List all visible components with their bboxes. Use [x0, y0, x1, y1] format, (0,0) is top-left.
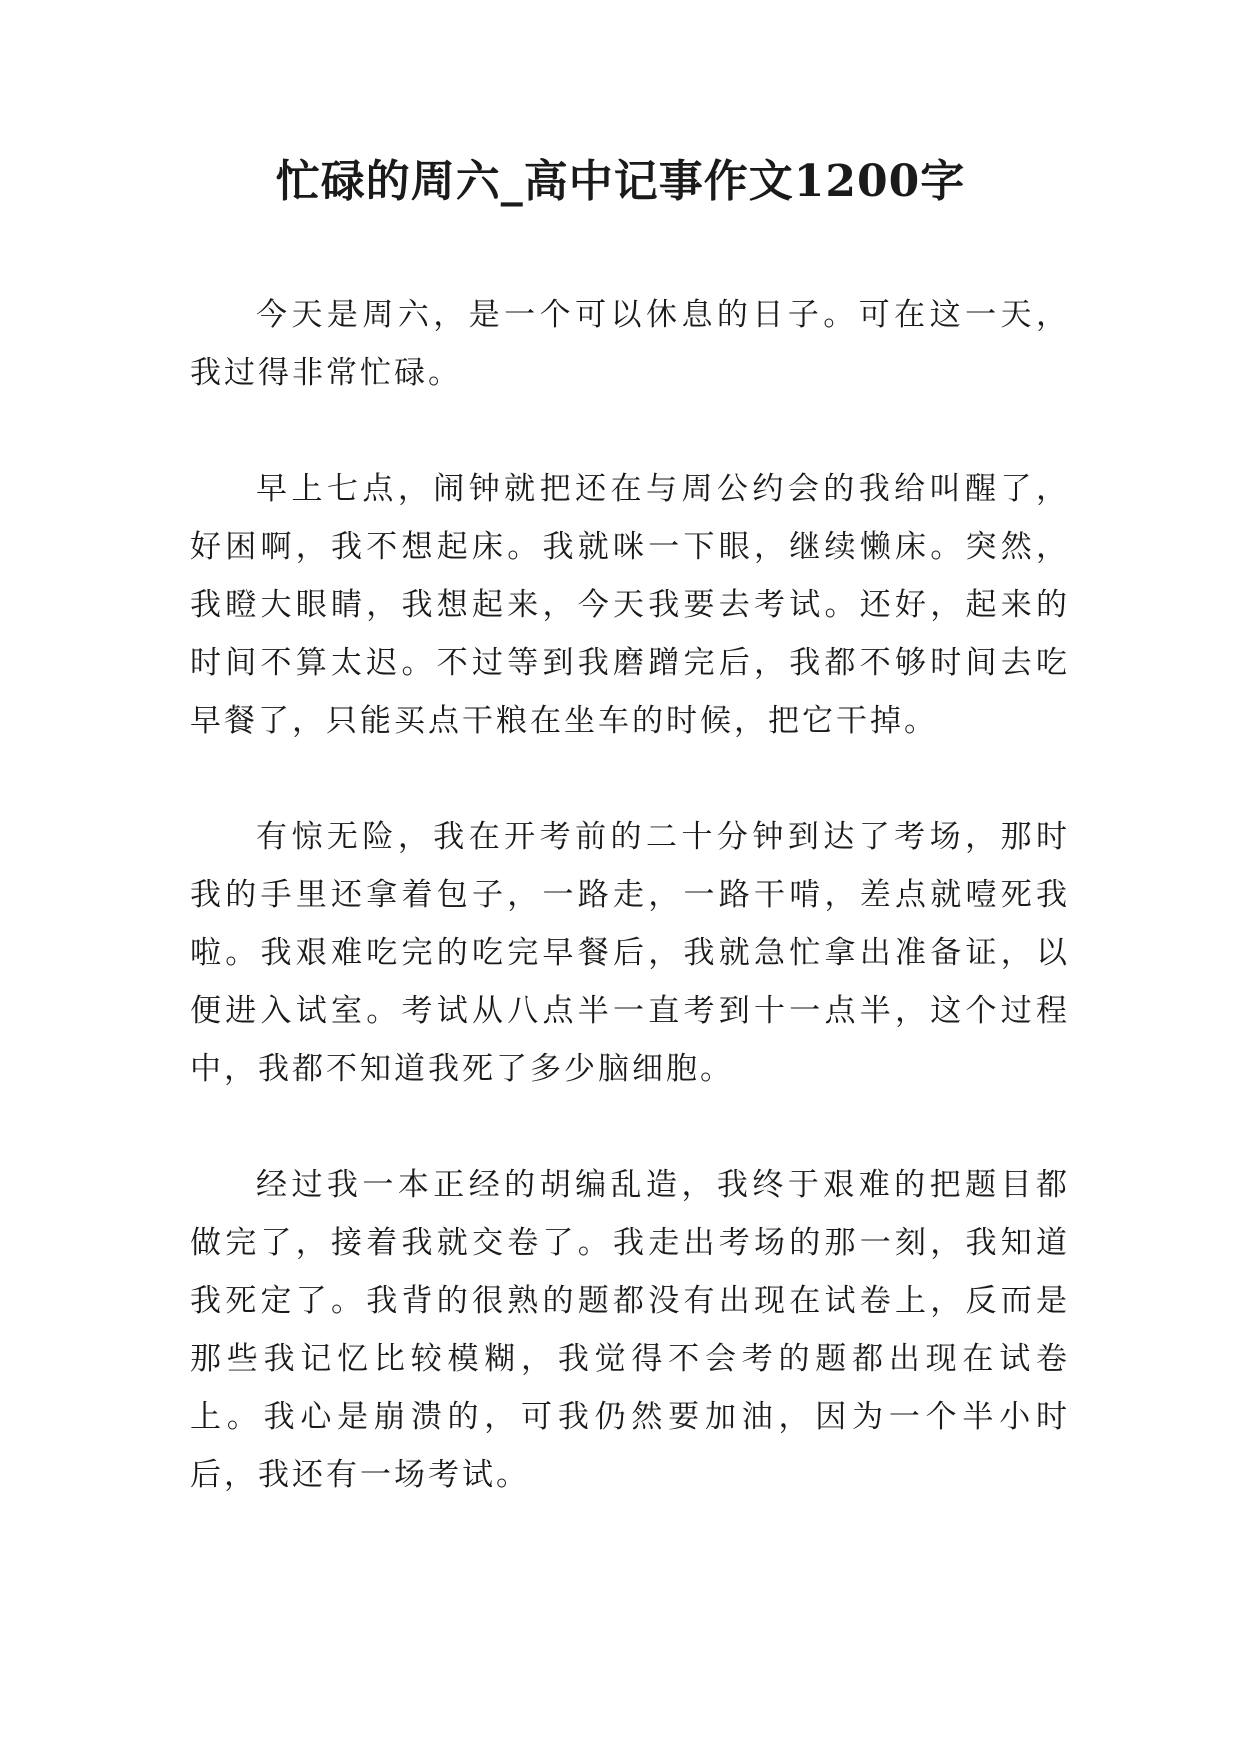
- document-body: [190, 286, 1070, 1562]
- document-title: 忙碌的周六_高中记事作文1200字: [275, 156, 966, 207]
- paragraph-1: 今天是周六，是一个可以休息的日子。可在这一天，我过得非常忙碌。: [190, 297, 1070, 391]
- paragraph-2: 早上七点，闹钟就把还在与周公约会的我给叫醒了，好困啊，我不想起床。我就咪一下眼，继续懒床。突然，我瞪大眼睛，我想起来，今天我要去考试。还好，起来的时间不算太迟。不过等到我磨蹭完后，我都不够时间去吃早餐了，只能买点干粮在坐车的时候，把它干掉。: [190, 471, 1070, 739]
- paragraph-3: 有惊无险，我在开考前的二十分钟到达了考场，那时我的手里还拿着包子，一路走，一路干啃，差点就噎死我啦。我艰难吃完的吃完早餐后，我就急忙拿出准备证，以便进入试室。考试从八点半一直考到十一点半，这个过程中，我都不知道我死了多少脑细胞。: [190, 819, 1070, 1087]
- paragraph-4: 经过我一本正经的胡编乱造，我终于艰难的把题目都做完了，接着我就交卷了。我走出考场的那一刻，我知道我死定了。我背的很熟的题都没有出现在试卷上，反而是那些我记忆比较模糊，我觉得不会考的题都出现在试卷上。我心是崩溃的，可我仍然要加油，因为一个半小时后，我还有一场考试。: [190, 1167, 1070, 1493]
